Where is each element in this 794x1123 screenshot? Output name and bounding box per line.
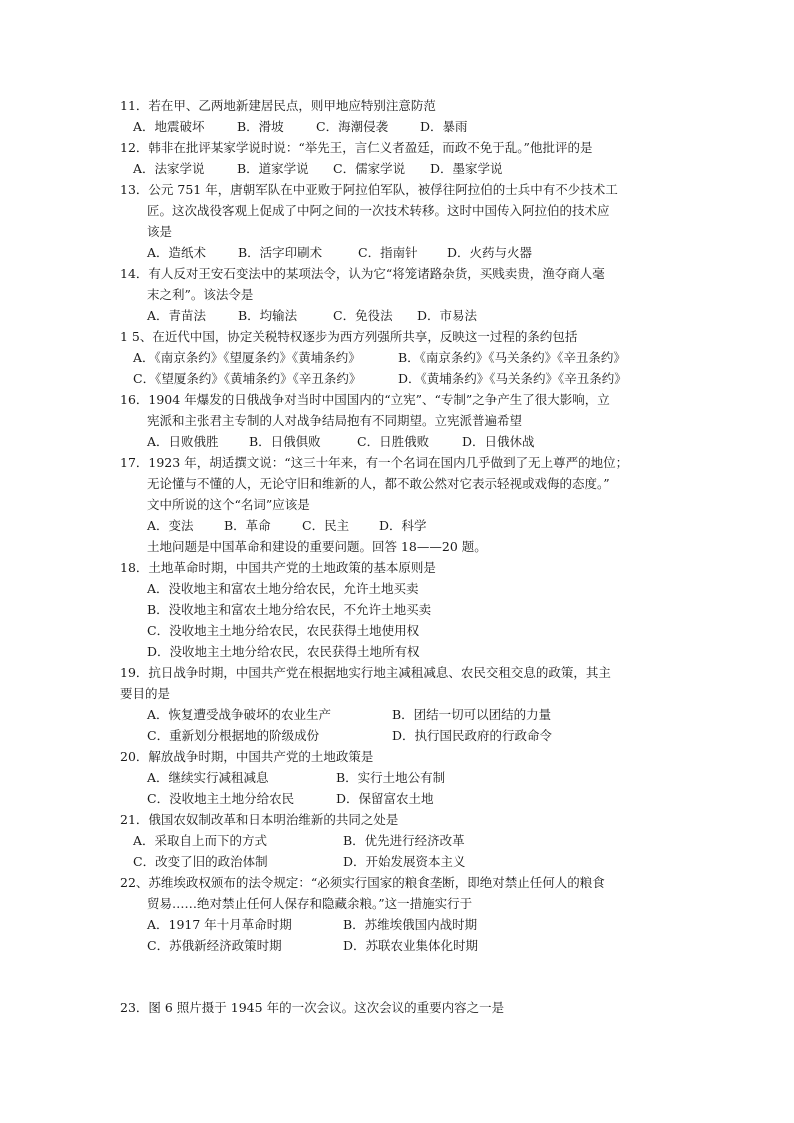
q12-option-d: D．墨家学说 bbox=[430, 161, 503, 176]
q19-option-d: D．执行国民政府的行政命令 bbox=[392, 728, 553, 743]
q12-option-a: A．法家学说 bbox=[133, 161, 205, 176]
q16-option-d: D．日俄休战 bbox=[462, 434, 535, 449]
q11-option-c: C．海潮侵袭 bbox=[316, 119, 389, 134]
q19-stem-line1: 19．抗日战争时期，中国共产党在根据地实行地主减租减息、农民交租交息的政策，其主 bbox=[120, 665, 611, 680]
q21-option-a: A．采取自上而下的方式 bbox=[133, 833, 268, 848]
q20-option-a: A．继续实行减租减息 bbox=[147, 770, 269, 785]
q22-stem-line1: 22、苏维埃政权颁布的法令规定：“必须实行国家的粮食垄断，即绝对禁止任何人的粮食 bbox=[120, 875, 605, 890]
q14-option-c: C．免役法 bbox=[333, 308, 393, 323]
q20-option-c: C．没收地主土地分给农民 bbox=[147, 791, 295, 806]
q18-stem: 18．土地革命时期，中国共产党的土地政策的基本原则是 bbox=[120, 560, 436, 575]
q21-stem: 21．俄国农奴制改革和日本明治维新的共同之处是 bbox=[120, 812, 399, 827]
q16-stem-line2: 宪派和主张君主专制的人对战争结局抱有不同期望。立宪派普遍希望 bbox=[147, 413, 523, 428]
q15-stem: 1 5、在近代中国，协定关税特权逐步为西方列强所共享，反映这一过程的条约包括 bbox=[120, 329, 578, 344]
q20-option-d: D．保留富农土地 bbox=[336, 791, 434, 806]
q15-option-a: A．《南京条约》《望厦条约》《黄埔条约》 bbox=[133, 350, 361, 365]
q11-option-b: B．滑坡 bbox=[237, 119, 284, 134]
q13-option-c: C．指南针 bbox=[358, 245, 418, 260]
q22-stem-line2: 贸易……绝对禁止任何人保存和隐藏余粮。”这一措施实行于 bbox=[147, 896, 473, 911]
q20-stem: 20．解放战争时期，中国共产党的土地政策是 bbox=[120, 749, 374, 764]
q11-option-a: A．地震破坏 bbox=[133, 119, 205, 134]
q19-option-c: C．重新划分根据地的阶级成份 bbox=[147, 728, 320, 743]
q19-option-a: A．恢复遭受战争破坏的农业生产 bbox=[147, 707, 332, 722]
q17-stem-line3: 文中所说的这个“名词”应该是 bbox=[147, 497, 310, 512]
q13-option-b: B．活字印刷术 bbox=[238, 245, 323, 260]
q22-option-a: A．1917 年十月革命时期 bbox=[147, 917, 292, 932]
q17-option-c: C．民主 bbox=[302, 518, 350, 533]
q17-stem-line2: 无论懂与不懂的人，无论守旧和维新的人，都不敢公然对它表示轻视或戏侮的态度。” bbox=[147, 476, 610, 491]
q18-option-c: C．没收地主土地分给农民，农民获得土地使用权 bbox=[147, 623, 420, 638]
q17-option-d: D．科学 bbox=[379, 518, 427, 533]
q20-option-b: B．实行土地公有制 bbox=[336, 770, 446, 785]
q18-option-b: B．没收地主和富农土地分给农民，不允许土地买卖 bbox=[147, 602, 432, 617]
q17-option-a: A．变法 bbox=[147, 518, 194, 533]
q13-stem-line3: 该是 bbox=[147, 224, 173, 239]
q23-stem: 23．图 6 照片摄于 1945 年的一次会议。这次会议的重要内容之一是 bbox=[120, 1000, 505, 1015]
q22-option-c: C．苏俄新经济政策时期 bbox=[147, 938, 282, 953]
q15-option-d: D．《黄埔条约》《马关条约》《辛丑条约》 bbox=[398, 371, 627, 386]
q14-stem-line2: 末之利”。该法令是 bbox=[147, 287, 254, 302]
q22-option-b: B．苏维埃俄国内战时期 bbox=[343, 917, 478, 932]
q19-stem-line2: 要目的是 bbox=[120, 686, 171, 701]
q21-option-c: C．改变了旧的政治体制 bbox=[133, 854, 268, 869]
q14-option-b: B．均输法 bbox=[238, 308, 298, 323]
q13-option-d: D．火药与火器 bbox=[447, 245, 533, 260]
q11-option-d: D．暴雨 bbox=[420, 119, 468, 134]
q16-option-b: B．日俄俱败 bbox=[249, 434, 321, 449]
q21-option-b: B．优先进行经济改革 bbox=[343, 833, 465, 848]
q19-option-b: B．团结一切可以团结的力量 bbox=[392, 707, 552, 722]
section-intro: 土地问题是中国革命和建设的重要问题。回答 18——20 题。 bbox=[147, 539, 487, 554]
q16-stem-line1: 16．1904 年爆发的日俄战争对当时中国国内的“立宪”、“专制”之争产生了很大影响，立 bbox=[120, 392, 610, 407]
q12-option-c: C．儒家学说 bbox=[333, 161, 406, 176]
q18-option-d: D．没收地主土地分给农民，农民获得土地所有权 bbox=[147, 644, 420, 659]
q17-option-b: B．革命 bbox=[224, 518, 271, 533]
q14-option-d: D．市易法 bbox=[417, 308, 478, 323]
q18-option-a: A．没收地主和富农土地分给农民，允许土地买卖 bbox=[147, 581, 419, 596]
q16-option-a: A．日败俄胜 bbox=[147, 434, 219, 449]
q12-option-b: B．道家学说 bbox=[237, 161, 309, 176]
q14-stem-line1: 14．有人反对王安石变法中的某项法令，认为它“将笼诸路杂货，买贱卖贵，渔夺商人毫 bbox=[120, 266, 605, 281]
q21-option-d: D．开始发展资本主义 bbox=[343, 854, 466, 869]
q15-option-c: C．《望厦条约》《黄埔条约》《辛丑条约》 bbox=[133, 371, 362, 386]
q11-stem: 11．若在甲、乙两地新建居民点，则甲地应特别注意防范 bbox=[120, 98, 436, 113]
q13-option-a: A．造纸术 bbox=[147, 245, 207, 260]
q12-stem: 12．韩非在批评某家学说时说：“举先王，言仁义者盈廷，而政不免于乱。”他批评的是 bbox=[120, 140, 593, 155]
q16-option-c: C．日胜俄败 bbox=[357, 434, 430, 449]
q14-option-a: A．青苗法 bbox=[147, 308, 207, 323]
q13-stem-line2: 匠。这次战役客观上促成了中阿之间的一次技术转移。这时中国传入阿拉伯的技术应 bbox=[147, 203, 610, 218]
q22-option-d: D．苏联农业集体化时期 bbox=[343, 938, 479, 953]
q15-option-b: B．《南京条约》《马关条约》《辛丑条约》 bbox=[398, 350, 626, 365]
q17-stem-line1: 17．1923 年，胡适撰文说：“这三十年来，有一个名词在国内几乎做到了无上尊严的地位； bbox=[120, 455, 629, 470]
q13-stem-line1: 13．公元 751 年，唐朝军队在中亚败于阿拉伯军队，被俘往阿拉伯的士兵中有不少技术工 bbox=[120, 182, 618, 197]
